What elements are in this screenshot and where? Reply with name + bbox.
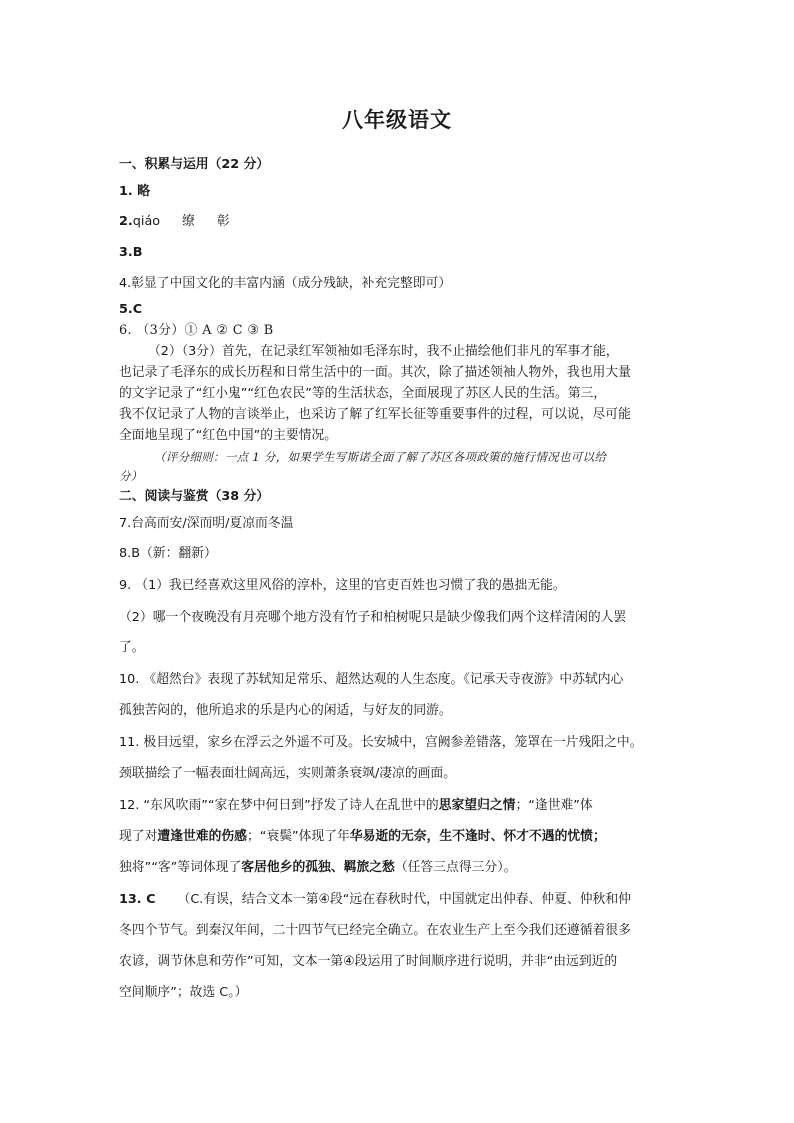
answer-4: 4.彰显了中国文化的丰富内涵（成分残缺，补充完整即可） <box>119 276 452 291</box>
answer-11-line-2: 颈联描绘了一幅表面壮阔高远，实则萧条衰飒/凄凉的画面。 <box>119 766 457 781</box>
answer-8: 8.B（新：翻新） <box>119 546 217 561</box>
answer-12-text: （任答三点得三分）。 <box>394 860 517 875</box>
answer-2-number: 2. <box>119 214 133 229</box>
answer-12-key-point: 华易逝的无奈，生不逢时、怀才不遇的忧愤； <box>349 829 606 844</box>
answer-9-line-1: 9. （1）我已经喜欢这里风俗的淳朴，这里的官吏百姓也习惯了我的愚拙无能。 <box>119 578 566 593</box>
answer-1: 1. 略 <box>119 184 151 199</box>
answer-6-part-2-line-1: （2）（3分）首先，在记录红军领袖如毛泽东时，我不止描绘他们非凡的军事才能， <box>148 344 619 359</box>
answer-9-line-3: 了。 <box>119 640 145 655</box>
answer-6-part-2-line-2: 也记录了毛泽东的成长历程和日常生活中的一面。其次，除了描述领袖人物外，我也用大量 <box>119 365 631 380</box>
answer-11-line-1: 11. 极目远望，家乡在浮云之外遥不可及。长安城中，宫阙参差错落，笼罩在一片残阳之中。 <box>119 735 643 750</box>
answer-6-part-1: 6. （3分）① A ② C ③ B <box>119 323 274 338</box>
answer-13-choice: 13. C <box>119 892 156 907</box>
answer-3: 3.B <box>119 245 143 260</box>
answer-13-line-3: 农谚，调节休息和劳作”可知，文本一第④段运用了时间顺序进行说明，并非“由远到近的 <box>119 954 618 969</box>
answer-12-text: ；“逢世难”体 <box>515 798 593 813</box>
scoring-note-line-2: 分） <box>119 469 143 483</box>
answer-12-text: 独将”“客”等词体现了 <box>119 860 242 875</box>
section-heading-1: 一、积累与运用（22 分） <box>119 157 270 172</box>
answer-12-line-2 <box>119 828 606 846</box>
answer-12-text: 现了对 <box>119 829 158 844</box>
answer-6-part-2-line-5: 全面地呈现了“红色中国”的主要情况。 <box>119 428 338 443</box>
answer-6-part-2-line-3: 的文字记录了“红小鬼”“红色农民”等的生活状态，全面展现了苏区人民的生活。第三， <box>119 386 607 401</box>
answer-12-line-1 <box>119 797 593 815</box>
answer-2-pinyin: qiáo <box>132 214 161 229</box>
answer-2-char-2: 彰 <box>216 214 230 229</box>
answer-13-line-1 <box>119 891 631 909</box>
answer-10-line-2: 孤独苦闷的，他所追求的乐是内心的闲适，与好友的同游。 <box>119 703 452 718</box>
answer-13-explanation: （C.有误，结合文本一第④段“远在春秋时代，中国就定出仲春、仲夏、仲秋和仲 <box>177 892 631 907</box>
section-heading-2: 二、阅读与鉴赏（38 分） <box>119 489 270 504</box>
answer-13-line-2: 冬四个节气。到秦汉年间，二十四节气已经完全确立。在农业生产上至今我们还遵循着很多 <box>119 923 631 938</box>
answer-12-text: 12. “东风吹雨”“家在梦中何日到”抒发了诗人在乱世中的 <box>119 798 439 813</box>
answer-12-key-point: 思家望归之情 <box>438 798 516 813</box>
answer-13-line-4: 空间顺序”；故选 C。） <box>119 985 248 1000</box>
scoring-note-line-1: （评分细则：一点 1 分，如果学生写斯诺全面了解了苏区各项政策的施行情况也可以给 <box>154 450 607 464</box>
answer-12-key-point: 遭逢世难的伤感 <box>157 829 247 844</box>
answer-2 <box>119 213 230 231</box>
page-title: 八年级语文 <box>342 107 452 132</box>
answer-12-text: ；“衰鬓”体现了年 <box>246 829 350 844</box>
answer-12-key-point: 客居他乡的孤独、羁旅之愁 <box>241 860 395 875</box>
answer-9-line-2: （2）哪一个夜晚没有月亮哪个地方没有竹子和柏树呢只是缺少像我们两个这样清闲的人罢 <box>119 610 627 625</box>
answer-7: 7.台高而安/深而明/夏凉而冬温 <box>119 516 294 531</box>
answer-5: 5.C <box>119 302 143 317</box>
answer-6-part-2-line-4: 我不仅记录了人物的言谈举止，也采访了解了红军长征等重要事件的过程，可以说，尽可能 <box>119 407 631 422</box>
answer-10-line-1: 10. 《超然台》表现了苏轼知足常乐、超然达观的人生态度。《记承天寺夜游》中苏轼内心 <box>119 672 624 687</box>
answer-2-char-1: 缭 <box>182 214 195 229</box>
answer-12-line-3 <box>119 859 516 877</box>
